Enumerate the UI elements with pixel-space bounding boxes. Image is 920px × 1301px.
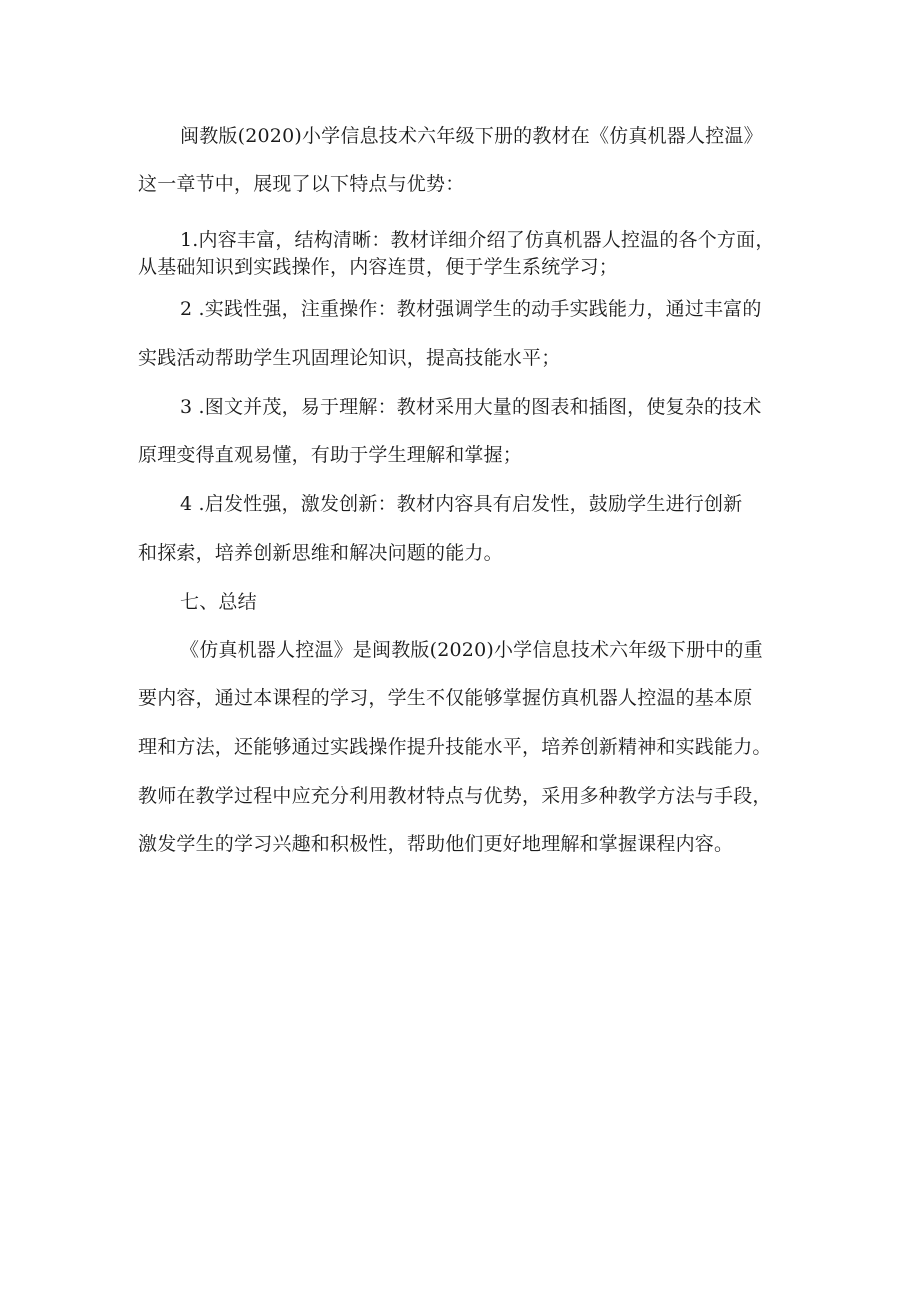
intro-line-1: 闽教版(2020)小学信息技术六年级下册的教材在《仿真机器人控温》 — [180, 125, 763, 147]
point-4-line-1: 4 .启发性强，激发创新：教材内容具有启发性，鼓励学生进行创新 — [180, 493, 743, 515]
point-3-line-1: 3 .图文并茂，易于理解：教材采用大量的图表和插图，使复杂的技术 — [180, 396, 762, 418]
point-4-line-2: 和探索，培养创新思维和解决问题的能力。 — [138, 542, 503, 564]
summary-line-3: 理和方法，还能够通过实践操作提升技能水平，培养创新精神和实践能力。 — [138, 736, 772, 758]
point-2-line-1: 2 .实践性强，注重操作：教材强调学生的动手实践能力，通过丰富的 — [180, 298, 762, 320]
section-heading: 七、总结 — [180, 591, 257, 613]
point-1-line-2: 从基础知识到实践操作，内容连贯，便于学生系统学习； — [138, 256, 619, 278]
intro-line-2: 这一章节中，展现了以下特点与优势： — [138, 173, 465, 195]
summary-line-5: 激发学生的学习兴趣和积极性，帮助他们更好地理解和掌握课程内容。 — [138, 833, 734, 855]
point-2-line-2: 实践活动帮助学生巩固理论知识，提高技能水平； — [138, 347, 561, 369]
point-3-line-2: 原理变得直观易懂，有助于学生理解和掌握； — [138, 444, 523, 466]
summary-line-4: 教师在教学过程中应充分利用教材特点与优势，采用多种教学方法与手段， — [138, 785, 772, 807]
summary-line-2: 要内容，通过本课程的学习，学生不仅能够掌握仿真机器人控温的基本原 — [138, 687, 753, 709]
point-1-line-1: 1.内容丰富，结构清晰：教材详细介绍了仿真机器人控温的各个方面， — [180, 229, 775, 251]
summary-line-1: 《仿真机器人控温》是闽教版(2020)小学信息技术六年级下册中的重 — [180, 639, 763, 661]
